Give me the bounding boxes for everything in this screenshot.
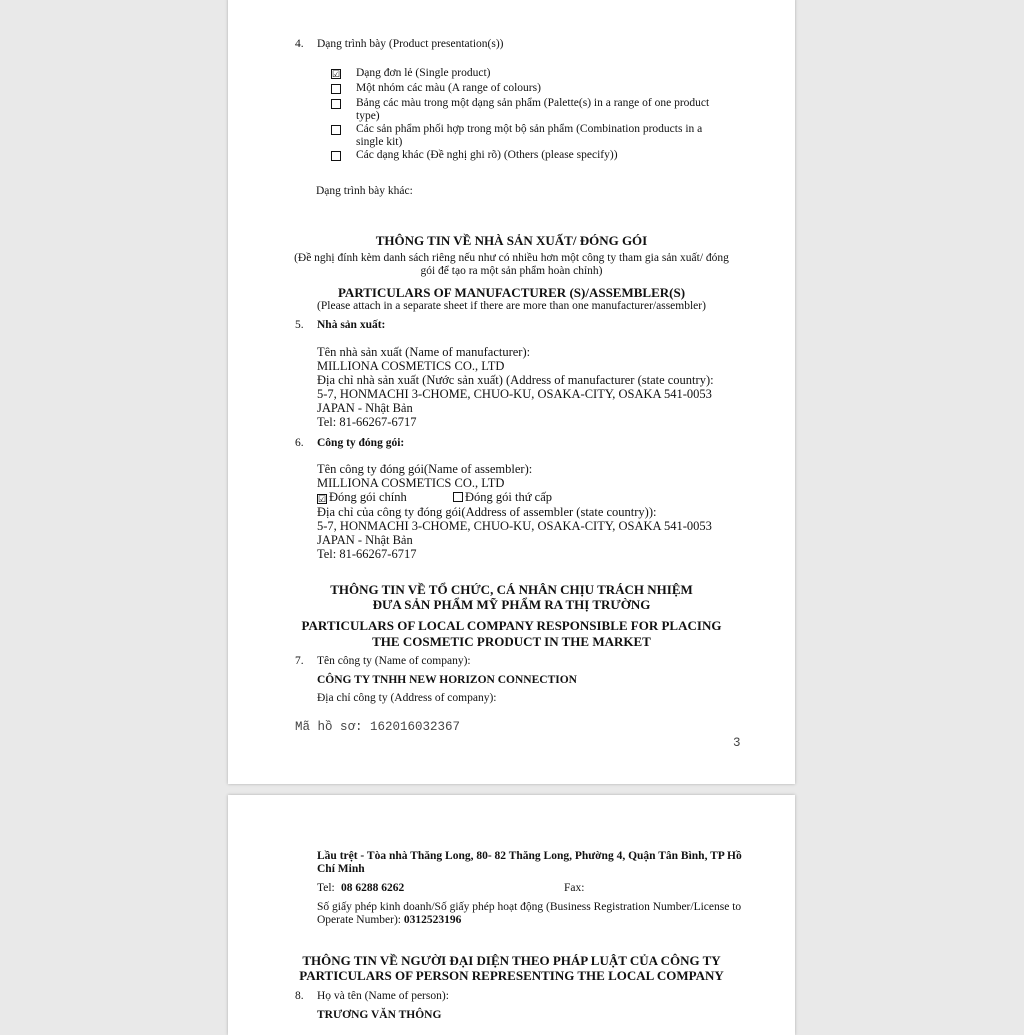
manufacturer-name-label: Tên nhà sản xuất (Name of manufacturer): [317, 345, 531, 359]
local-company-heading-en-2: THE COSMETIC PRODUCT IN THE MARKET [372, 634, 651, 649]
license-label-line-1: Số giấy phép kinh doanh/Số giấy phép hoạt động (Business Registration Number/License to [317, 901, 742, 913]
document-page-3 [228, 0, 795, 784]
manufacturer-address-line-2: JAPAN - Nhật Bản [317, 401, 413, 415]
manufacturer-tel: Tel: 81-66267-6717 [317, 415, 417, 429]
manufacturer-address-line-1: 5-7, HONMACHI 3-CHOME, CHUO-KU, OSAKA-CITY, OSAKA 541-0053 [317, 387, 712, 401]
manufacturer-name: MILLIONA COSMETICS CO., LTD [317, 359, 505, 373]
manufacturer-note-vi-1: (Đề nghị đính kèm danh sách riêng nếu như có nhiều hơn một công ty tham gia sản xuất/ đóng [294, 252, 729, 264]
tel-value: 08 6288 6262 [341, 882, 405, 894]
file-code: Mã hồ sơ: 162016032367 [295, 720, 461, 734]
local-company-heading-en-1: PARTICULARS OF LOCAL COMPANY RESPONSIBLE FOR PLACING [301, 618, 722, 633]
page-number: 3 [733, 736, 741, 750]
assembler-address-line-1: 5-7, HONMACHI 3-CHOME, CHUO-KU, OSAKA-CITY, OSAKA 541-0053 [317, 519, 712, 533]
section-7-number: 7. [295, 655, 304, 667]
section-6-title: Công ty đóng gói: [317, 437, 405, 449]
checkbox-primary-assembly[interactable]: ☑ [318, 494, 327, 504]
option-palette-cont: type) [356, 110, 380, 122]
option-combination-kit-cont: single kit) [356, 136, 403, 148]
assembler-tel: Tel: 81-66267-6717 [317, 547, 417, 561]
representative-heading-en: PARTICULARS OF PERSON REPRESENTING THE LOCAL COMPANY [299, 968, 724, 983]
option-single-product: Dạng đơn lẻ (Single product) [356, 67, 491, 79]
section-8-number: 8. [295, 990, 304, 1002]
checkbox-combination-kit[interactable] [331, 125, 341, 135]
checkbox-secondary-assembly[interactable] [453, 492, 463, 502]
secondary-assembly-label: Đóng gói thứ cấp [465, 490, 553, 504]
section-5-number: 5. [295, 319, 304, 331]
document-page-4 [228, 795, 795, 1035]
section-7-title: Tên công ty (Name of company): [317, 655, 471, 667]
company-address-line-1: Lầu trệt - Tòa nhà Thăng Long, 80- 82 Thăng Long, Phường 4, Quận Tân Bình, TP Hồ [317, 850, 742, 862]
section-8-title: Họ và tên (Name of person): [317, 990, 449, 1002]
tel-label: Tel: [317, 882, 335, 894]
manufacturer-note-en: (Please attach in a separate sheet if there are more than one manufacturer/assembler) [317, 300, 706, 312]
local-company-heading-vi-1: THÔNG TIN VỀ TỔ CHỨC, CÁ NHÂN CHỊU TRÁCH NHIỆM [330, 582, 693, 597]
section-5-title: Nhà sản xuất: [317, 319, 386, 331]
assembly-type-row [317, 490, 552, 504]
company-address-line-2: Chí Minh [317, 863, 365, 875]
option-palette: Bảng các màu trong một dạng sản phẩm (Palette(s) in a range of one product [356, 97, 710, 109]
manufacturer-heading-vi: THÔNG TIN VỀ NHÀ SẢN XUẤT/ ĐÓNG GÓI [375, 233, 648, 248]
license-row [317, 913, 461, 927]
option-range-of-colours: Một nhóm các màu (A range of colours) [356, 82, 541, 94]
company-address-label: Địa chỉ công ty (Address of company): [317, 692, 497, 704]
manufacturer-note-vi-2: gói để tạo ra một sản phẩm hoàn chỉnh) [420, 265, 603, 277]
assembler-address-label: Địa chỉ của công ty đóng gói(Address of assembler (state country)): [317, 505, 657, 519]
primary-assembly-label: Đóng gói chính [329, 490, 407, 504]
checkbox-single-product[interactable]: ☑ [332, 69, 341, 79]
assembler-name: MILLIONA COSMETICS CO., LTD [317, 476, 505, 490]
checkbox-others[interactable] [331, 151, 341, 161]
company-name: CÔNG TY TNHH NEW HORIZON CONNECTION [317, 674, 577, 686]
person-name: TRƯƠNG VĂN THÔNG [317, 1009, 442, 1021]
checkbox-range-of-colours[interactable] [331, 84, 341, 94]
license-value: 0312523196 [403, 914, 462, 926]
local-company-heading-vi-2: ĐƯA SẢN PHẨM MỸ PHẨM RA THỊ TRƯỜNG [372, 597, 651, 612]
manufacturer-address-label: Địa chỉ nhà sản xuất (Nước sản xuất) (Address of manufacturer (state country): [317, 373, 714, 387]
manufacturer-heading-en: PARTICULARS OF MANUFACTURER (S)/ASSEMBLER(S) [337, 285, 686, 300]
section-4-number: 4. [295, 38, 304, 50]
other-presentation-label: Dạng trình bày khác: [316, 185, 413, 197]
option-combination-kit: Các sản phẩm phối hợp trong một bộ sản phẩm (Combination products in a [356, 123, 703, 135]
checkbox-palette[interactable] [331, 99, 341, 109]
option-others: Các dạng khác (Đề nghị ghi rõ) (Others (please specify)) [356, 149, 618, 161]
license-label-line-2: Operate Number): [317, 914, 401, 926]
fax-label: Fax: [564, 882, 585, 894]
assembler-name-label: Tên công ty đóng gói(Name of assembler): [317, 462, 533, 476]
representative-heading-vi: THÔNG TIN VỀ NGƯỜI ĐẠI DIỆN THEO PHÁP LUẬT CỦA CÔNG TY [302, 953, 721, 968]
section-6-number: 6. [295, 437, 304, 449]
assembler-address-line-2: JAPAN - Nhật Bản [317, 533, 413, 547]
section-4-title: Dạng trình bày (Product presentation(s)) [317, 38, 504, 50]
